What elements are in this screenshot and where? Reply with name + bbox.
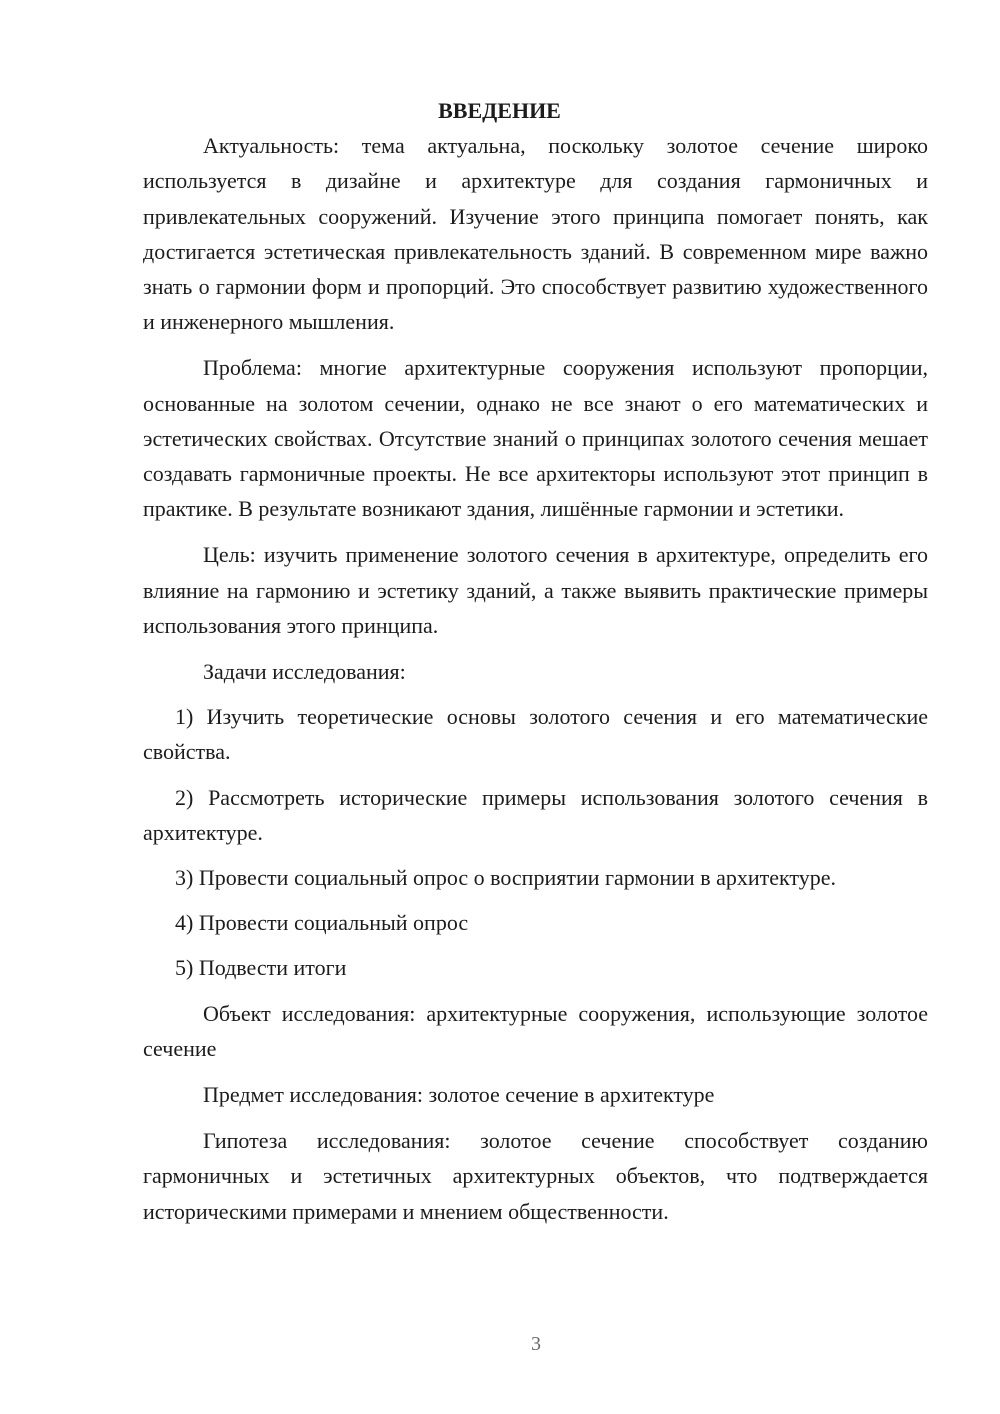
task-item-3: 3) Провести социальный опрос о восприятии гармонии в архитектуре.	[175, 865, 836, 891]
tasks-heading: Задачи исследования:	[203, 659, 406, 685]
problem-paragraph: Проблема: многие архитектурные сооружения используют пропорции, основанные на золотом сечении, однако не все знают о его математических и эстетических свойствах. Отсутствие знаний о принципах золотого сечения мешает создавать гармоничные проекты. Не все архитекторы используют этот принцип в практике. В результате возникают здания, лишённые гармонии и эстетики.	[143, 355, 928, 522]
task-item-1: 1) Изучить теоретические основы золотого сечения и его математические свойства.	[143, 704, 928, 765]
section-heading: ВВЕДЕНИЕ	[438, 98, 561, 123]
hypothesis-paragraph: Гипотеза исследования: золотое сечение способствует созданию гармоничных и эстетичных архитектурных объектов, что подтверждается историческими примерами и мнением общественности.	[143, 1128, 928, 1224]
task-item-4: 4) Провести социальный опрос	[175, 910, 469, 936]
goal-paragraph: Цель: изучить применение золотого сечения в архитектуре, определить его влияние на гармонию и эстетику зданий, а также выявить практические примеры использования этого принципа.	[143, 542, 928, 638]
document-body	[143, 93, 928, 1240]
task-item-2: 2) Рассмотреть исторические примеры использования золотого сечения в архитектуре.	[143, 784, 928, 845]
page-number: 3	[531, 1333, 541, 1355]
relevance-paragraph: Актуальность: тема актуальна, поскольку золотое сечение широко используется в дизайне и архитектуре для создания гармоничных и привлекательных сооружений. Изучение этого принципа помогает понять, как достигается эстетическая привлекательность зданий. В современном мире важно знать о гармонии форм и пропорций. Это способствует развитию художественного и инженерного мышления.	[143, 133, 928, 335]
object-paragraph: Объект исследования: архитектурные сооружения, использующие золотое сечение	[143, 1000, 928, 1061]
task-item-5: 5) Подвести итоги	[175, 955, 347, 981]
subject-paragraph: Предмет исследования: золотое сечение в архитектуре	[203, 1082, 715, 1108]
